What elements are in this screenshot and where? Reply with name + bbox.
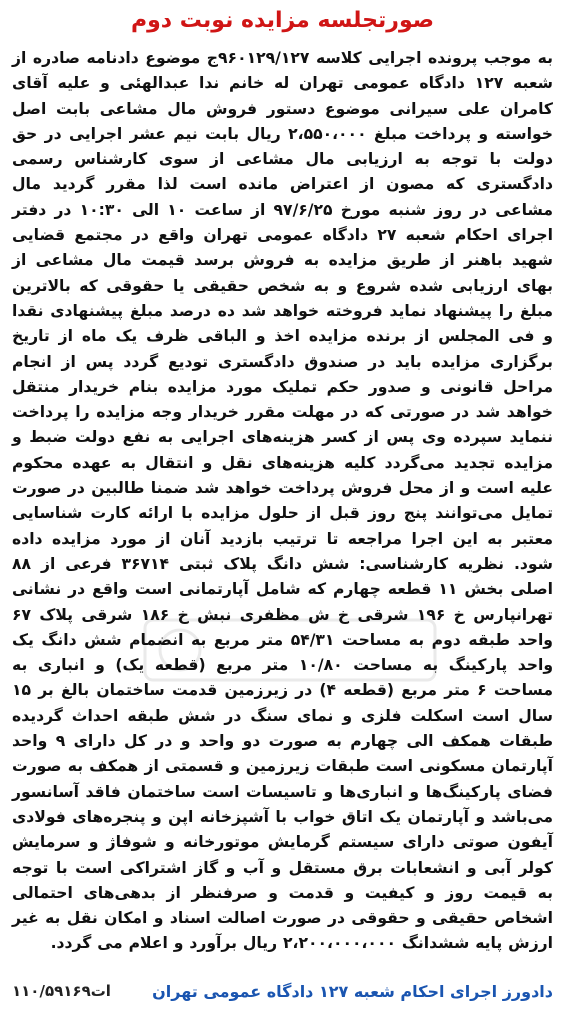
announcement-body: به موجب پرونده اجرایی کلاسه ۹۶۰۱۲۹/۱۲۷ج موضوع دادنامه صادره از شعبه ۱۲۷ دادگاه عمومی تهران له خانم ندا عبدالهئی و علیه آقای کامران علی سیرانی موضوع دستور فروش مال مشاعی بابت اصل خواسته و پرداخت مبلغ ۲،۵۵۰،۰۰۰ ریال بابت نیم عشر اجرایی در حق دولت با توجه به ارزیابی مال مشاعی از سوی کارشناس رسمی دادگستری که مصون از اعتراض مانده است لذا مقرر گردید مال مشاعی در روز شنبه مورخ ۹۷/۶/۲۵ از ساعت ۱۰ الی ۱۰:۳۰ در دفتر اجرای احکام شعبه ۲۷ دادگاه عمومی تهران واقع در مجتمع قضایی شهید باهنر از طریق مزایده به فروش برسد قیمت مال مشاعی از بهای ارزیابی شده شروع و به شخص حقیقی یا حقوقی که بالاترین مبلغ را پیشنهاد نماید فروخته خواهد شد ده درصد مبلغ پیشنهادی نقدا و فی المجلس از برنده مزایده اخذ و الباقی ظرف یک ماه از تاریخ برگزاری مزایده باید در صندوق دادگستری تودیع گردد پس از انجام مراحل قانونی و صدور حکم تملیک مورد مزایده بنام خریدار منتقل خواهد شد در صورتی که در مهلت مقرر خریدار وجه مزایده را پرداخت ننماید سپرده وی پس از کسر هزینه‌های اجرایی به نفع دولت ضبط و مزایده تجدید می‌گردد کلیه هزینه‌های نقل و انتقال به عهده محکوم علیه است و از محل فروش پرداخت خواهد شد ضمنا طالبین در صورت تمایل می‌توانند پنج روز قبل از حلول مزایده با ارائه کارت شناسایی معتبر به این اجرا مراجعه تا ترتیب بازدید آنان از مورد مزایده داده شود. نظریه کارشناسی: شش دانگ پلاک ثبتی ۳۶۷۱۴ فرعی از ۸۸ اصلی بخش ۱۱ قطعه چهارم که شامل آپارتمانی است واقع در نشانی تهرانپارس خ ۱۹۶ شرقی خ ش مظفری نبش خ ۱۸۶ شرقی پلاک ۶۷ واحد طبقه دوم به مساحت ۵۴/۳۱ متر مربع به انضمام شش دانگ یک واحد پارکینگ به مساحت ۱۰/۸۰ متر مربع (قطعه یک) و انباری به مساحت ۶ متر مربع (قطعه ۴) در زیرزمین قدمت ساختمان بالغ بر ۱۵ سال است اسکلت فلزی و نمای سنگ در شش طبقه احداث گردیده طبقات همکف الی چهارم به صورت دو واحد و در کل دارای ۹ واحد آپارتمان مسکونی است طبقات زیرزمین و قسمتی از همکف به صورت فضای پارکینگ‌ها و انباری‌ها و تاسیسات است ساختمان فاقد آسانسور می‌باشد و آپارتمان یک اتاق خواب با آشپزخانه اپن و پنجره‌های فولادی آیفون صوتی دارای سیستم گرمایش موتورخانه و شوفاژ و سرمایش کولر آبی و انشعابات برق مستقل و آب و گاز اشتراکی است با توجه به قیمت روز و کیفیت و قدمت و صرفنظر از بدهی‌های احتمالی اشخاص حقیقی و حقوقی در صورت اصالت اسناد و امکان نقل به غیر ارزش پایه ششدانگ ۲،۲۰۰،۰۰۰،۰۰۰ ریال برآورد و اعلام می گردد. (12, 49, 554, 953)
signature-line: دادورز اجرای احکام شعبه ۱۲۷ دادگاه عمومی تهران (152, 981, 553, 1001)
footer (12, 977, 553, 1005)
reference-number: ۱۱۰/۵۹۱۶۹ات (12, 982, 111, 1000)
page-title: صورتجلسه مزایده نوبت دوم (130, 8, 434, 33)
